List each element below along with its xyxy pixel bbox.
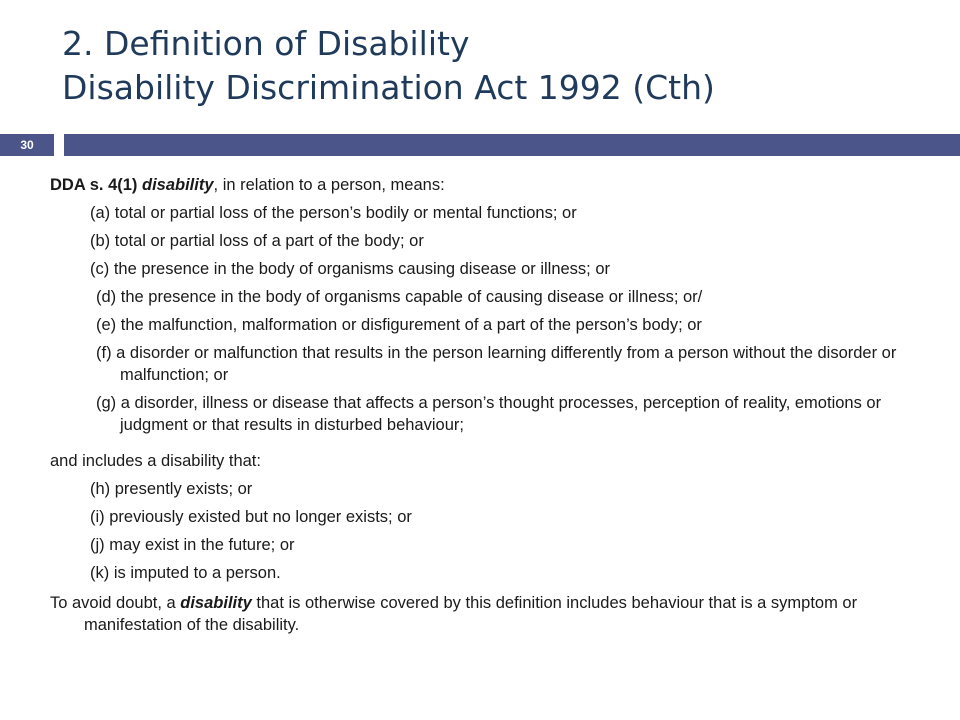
definition-item-b: (b) total or partial loss of a part of the body; or	[90, 232, 424, 250]
slide-title	[62, 22, 715, 110]
includes-item-k: (k) is imputed to a person.	[90, 564, 281, 582]
avoid-doubt-post: that is otherwise covered by this definition includes behaviour that is a symptom or manifestation of the disability.	[84, 594, 858, 634]
includes-item-h: (h) presently exists; or	[90, 480, 253, 498]
defined-term: disability	[142, 176, 214, 194]
definition-item-g: (g) a disorder, illness or disease that affects a person’s thought processes, perception of reality, emotions or judgment or that results in disturbed behaviour;	[96, 394, 882, 434]
avoid-doubt-term: disability	[180, 594, 252, 612]
title-line-1: 2. Definition of Disability	[62, 24, 470, 63]
header-accent-bar	[64, 134, 960, 156]
avoid-doubt-paragraph	[50, 592, 910, 636]
definition-item-c: (c) the presence in the body of organisms causing disease or illness; or	[90, 260, 611, 278]
section-ref: DDA s. 4(1)	[50, 176, 142, 194]
slide-body	[50, 174, 910, 636]
includes-item-i: (i) previously existed but no longer exists; or	[90, 508, 412, 526]
includes-lead: and includes a disability that:	[50, 452, 261, 470]
definition-item-e: (e) the malfunction, malformation or disfigurement of a part of the person’s body; or	[96, 316, 702, 334]
definition-item-a: (a) total or partial loss of the person’s bodily or mental functions; or	[90, 204, 577, 222]
definition-lead	[50, 174, 910, 196]
definition-lead-rest: , in relation to a person, means:	[213, 176, 445, 194]
slide-number: 30	[0, 134, 54, 156]
definition-item-d: (d) the presence in the body of organisms capable of causing disease or illness; or/	[96, 288, 703, 306]
title-line-2: Disability Discrimination Act 1992 (Cth)	[62, 68, 715, 107]
definition-item-f: (f) a disorder or malfunction that results in the person learning differently from a person without the disorder or malfunction; or	[96, 344, 897, 384]
avoid-doubt-pre: To avoid doubt, a	[50, 594, 181, 612]
includes-item-j: (j) may exist in the future; or	[90, 536, 295, 554]
